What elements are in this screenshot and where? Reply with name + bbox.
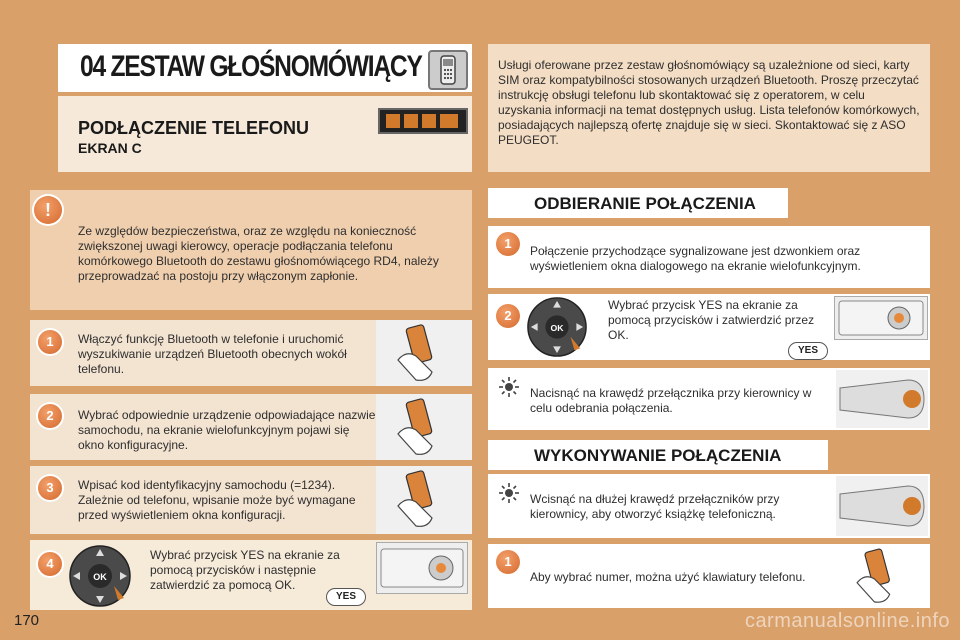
page-number: 170 (14, 612, 40, 629)
exclamation-icon: ! (34, 196, 62, 224)
navigation-pad-icon (526, 296, 588, 358)
phone-hand-illustration (376, 320, 472, 386)
step-number: 1 (496, 550, 520, 574)
radio-unit-illustration (834, 296, 928, 340)
sun-icon (498, 376, 520, 398)
intro-text: Usługi oferowane przez zestaw głośnomówiący są uzależnione od sieci, karty SIM oraz kompatybilności stosowanych urządzeń Bluetooth. Proszę przeczytać instrukcję obsługi telefonu lub skontaktować się z operatorem, w celu uzyskania informacji na temat dostępnych usług. Lista telefonów komórkowych, posiadających najlepszą ofertę znajduje się w sieci. Skontaktować się z ASO PEUGEOT. (498, 58, 920, 147)
step-text: Wybrać przycisk YES na ekranie za pomocą przycisków i następnie zatwierdzić za pomocą OK. (150, 548, 340, 592)
display-screen-icon (378, 108, 468, 134)
step-text: Połączenie przychodzące sygnalizowane jest dzwonkiem oraz wyświetleniem okna dialogowego na ekranie wielofunkcyjnym. (530, 244, 861, 273)
step-text: Wybrać przycisk YES na ekranie za pomocą przycisków i zatwierdzić przez OK. (608, 298, 815, 342)
step-number: 2 (496, 304, 520, 328)
phone-icon (428, 50, 468, 90)
phone-hand-illustration (376, 466, 472, 534)
step-text: Aby wybrać numer, można użyć klawiatury telefonu. (530, 570, 806, 584)
watermark: carmanualsonline.info (744, 610, 950, 632)
screen-label: EKRAN C (78, 140, 142, 156)
radio-unit-illustration (376, 542, 468, 594)
sun-icon (498, 482, 520, 504)
yes-badge: YES (788, 342, 828, 360)
step-text: Wcisnąć na dłużej krawędź przełączników przy kierownicy, aby otworzyć książkę telefoniczną. (530, 492, 780, 521)
receive-heading: ODBIERANIE POŁĄCZENIA (488, 188, 788, 218)
yes-badge: YES (326, 588, 366, 606)
step-text: Wpisać kod identyfikacyjny samochodu (=1234). Zależnie od telefonu, wpisanie może być wymagane przed wyświetleniem okna konfiguracji. (78, 478, 356, 522)
navigation-pad-icon (68, 544, 132, 608)
page-title: 04 ZESTAW GŁOŚNOMÓWIĄCY (80, 50, 422, 83)
step-text: Włączyć funkcję Bluetooth w telefonie i uruchomić wyszukiwanie urządzeń Bluetooth obecnych wokół telefonu. (78, 332, 347, 376)
ok-label: OK (550, 322, 564, 333)
ok-label: OK (93, 572, 107, 582)
steering-switch-illustration (836, 476, 928, 536)
make-heading: WYKONYWANIE POŁĄCZENIA (488, 440, 828, 470)
step-text: Wybrać odpowiednie urządzenie odpowiadające nazwie samochodu, na ekranie wielofunkcyjnym pojawi się okno konfiguracyjne. (78, 408, 376, 452)
phone-hand-illustration (836, 544, 928, 608)
step-number: 3 (38, 476, 62, 500)
steering-switch-illustration (836, 370, 928, 428)
section-title: PODŁĄCZENIE TELEFONU (78, 118, 310, 138)
step-number: 1 (38, 330, 62, 354)
step-number: 2 (38, 404, 62, 428)
warning-text: Ze względów bezpieczeństwa, oraz ze względu na konieczność zwiększonej uwagi kierowcy, operacje podłączania telefonu komórkowego Bluetooth do zestawu głośnomówiącego RD4, należy przeprowadzać na postoju przy włączonym zapłonie. (78, 224, 439, 283)
step-number: 4 (38, 552, 62, 576)
phone-hand-illustration (376, 394, 472, 460)
step-text: Nacisnąć na krawędź przełącznika przy kierownicy w celu odebrania połączenia. (530, 386, 812, 415)
step-number: 1 (496, 232, 520, 256)
